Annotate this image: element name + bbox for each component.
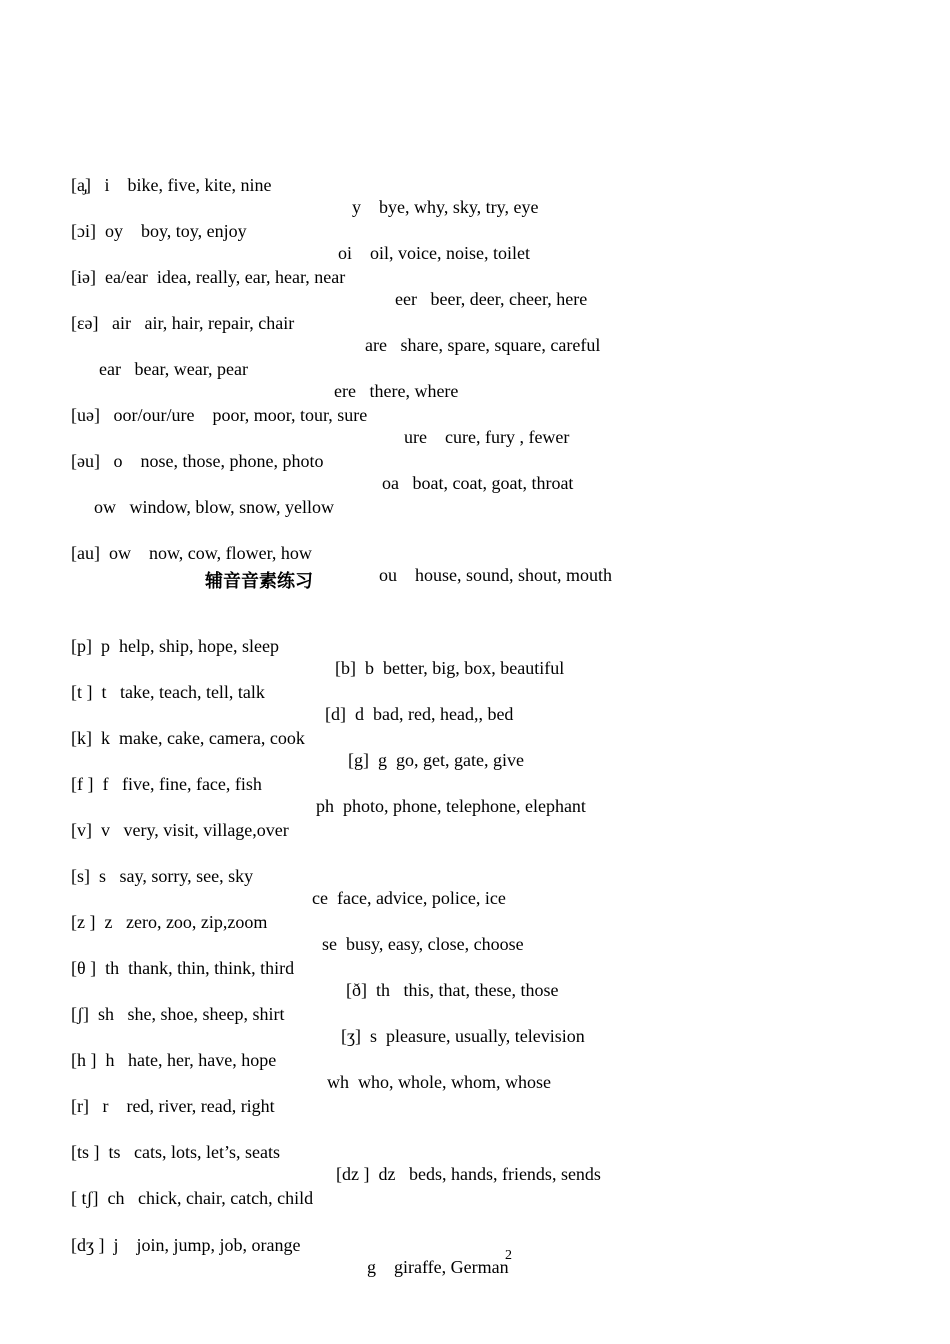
consonant-se: se busy, easy, close, choose <box>322 934 524 954</box>
consonant-esh: [ʃ] sh she, shoe, sheep, shirt <box>71 1004 285 1024</box>
vowel-eu-cont-part1: ow window, blow, snow, yellow <box>94 497 334 517</box>
vowel-oi-part1: [ɔi] oy boy, toy, enjoy <box>71 221 247 241</box>
vowel-ie-part1: [iə] ea/ear idea, really, ear, hear, near <box>71 267 346 287</box>
consonant-d: [d] d bad, red, head,, bed <box>325 704 514 724</box>
consonant-dz: [dz ] dz beds, hands, friends, sends <box>336 1164 601 1184</box>
vowel-ie-part2: eer beer, deer, cheer, here <box>395 289 588 309</box>
consonant-dzh: [dʒ ] j join, jump, job, orange <box>71 1235 301 1255</box>
consonant-v: [v] v very, visit, village,over <box>71 820 289 840</box>
vowel-oi-part2: oi oil, voice, noise, toilet <box>338 243 530 263</box>
vowel-ue-part1: [uə] oor/our/ure poor, moor, tour, sure <box>71 405 368 425</box>
vowel-ea-part2: are share, spare, square, careful <box>365 335 601 355</box>
vowel-au-part2: ou house, sound, shout, mouth <box>379 565 613 585</box>
vowel-eu-part1: [əu] o nose, those, phone, photo <box>71 451 324 471</box>
consonant-wh: wh who, whole, whom, whose <box>327 1072 551 1092</box>
vowel-line-eu-cont <box>0 474 334 518</box>
consonant-f: [f ] f five, fine, face, fish <box>71 774 262 794</box>
vowel-ea-cont-part1: ear bear, wear, pear <box>99 359 248 379</box>
vowel-eu-part2: oa boat, coat, goat, throat <box>382 473 574 493</box>
consonant-ts: [ts ] ts cats, lots, let’s, seats <box>71 1142 280 1162</box>
consonant-eth: [ð] th this, that, these, those <box>346 980 559 1000</box>
consonant-r: [r] r red, river, read, right <box>71 1096 275 1116</box>
consonant-line-r <box>0 1073 275 1117</box>
section-heading: 辅音音素练习 <box>205 571 313 592</box>
consonant-soft-g: g giraffe, German <box>367 1257 509 1277</box>
vowel-au-part1: [au] ow now, cow, flower, how <box>71 543 312 563</box>
consonant-k: [k] k make, cake, camera, cook <box>71 728 305 748</box>
consonant-ce: ce face, advice, police, ice <box>312 888 506 908</box>
consonant-t: [t ] t take, teach, tell, talk <box>71 682 265 702</box>
consonant-z: [z ] z zero, zoo, zip,zoom <box>71 912 268 932</box>
consonant-line-ch <box>0 1165 314 1209</box>
consonant-g: [g] g go, get, gate, give <box>348 750 524 770</box>
consonant-s: [s] s say, sorry, see, sky <box>71 866 254 886</box>
vowel-ue-part2: ure cure, fury , fewer <box>404 427 570 447</box>
consonant-p: [p] p help, ship, hope, sleep <box>71 636 279 656</box>
consonant-theta: [θ ] th thank, thin, think, third <box>71 958 295 978</box>
consonant-h: [h ] h hate, her, have, hope <box>71 1050 277 1070</box>
consonant-line-j-g <box>0 1212 509 1278</box>
vowel-ai-part2: y bye, why, sky, try, eye <box>352 197 539 217</box>
consonant-b: [b] b better, big, box, beautiful <box>335 658 565 678</box>
consonant-ph: ph photo, phone, telephone, elephant <box>316 796 586 816</box>
vowel-ea-part1: [ɛə] air air, hair, repair, chair <box>71 313 295 333</box>
vowel-ea-cont-part2: ere there, where <box>334 381 459 401</box>
consonant-line-v <box>0 797 289 841</box>
consonant-tsh: [ tʃ] ch chick, chair, catch, child <box>71 1188 314 1208</box>
vowel-ai-part1: [a̡] i bike, five, kite, nine <box>71 175 272 195</box>
page-number: 2 <box>505 1248 512 1263</box>
consonant-ezh: [ʒ] s pleasure, usually, television <box>341 1026 585 1046</box>
